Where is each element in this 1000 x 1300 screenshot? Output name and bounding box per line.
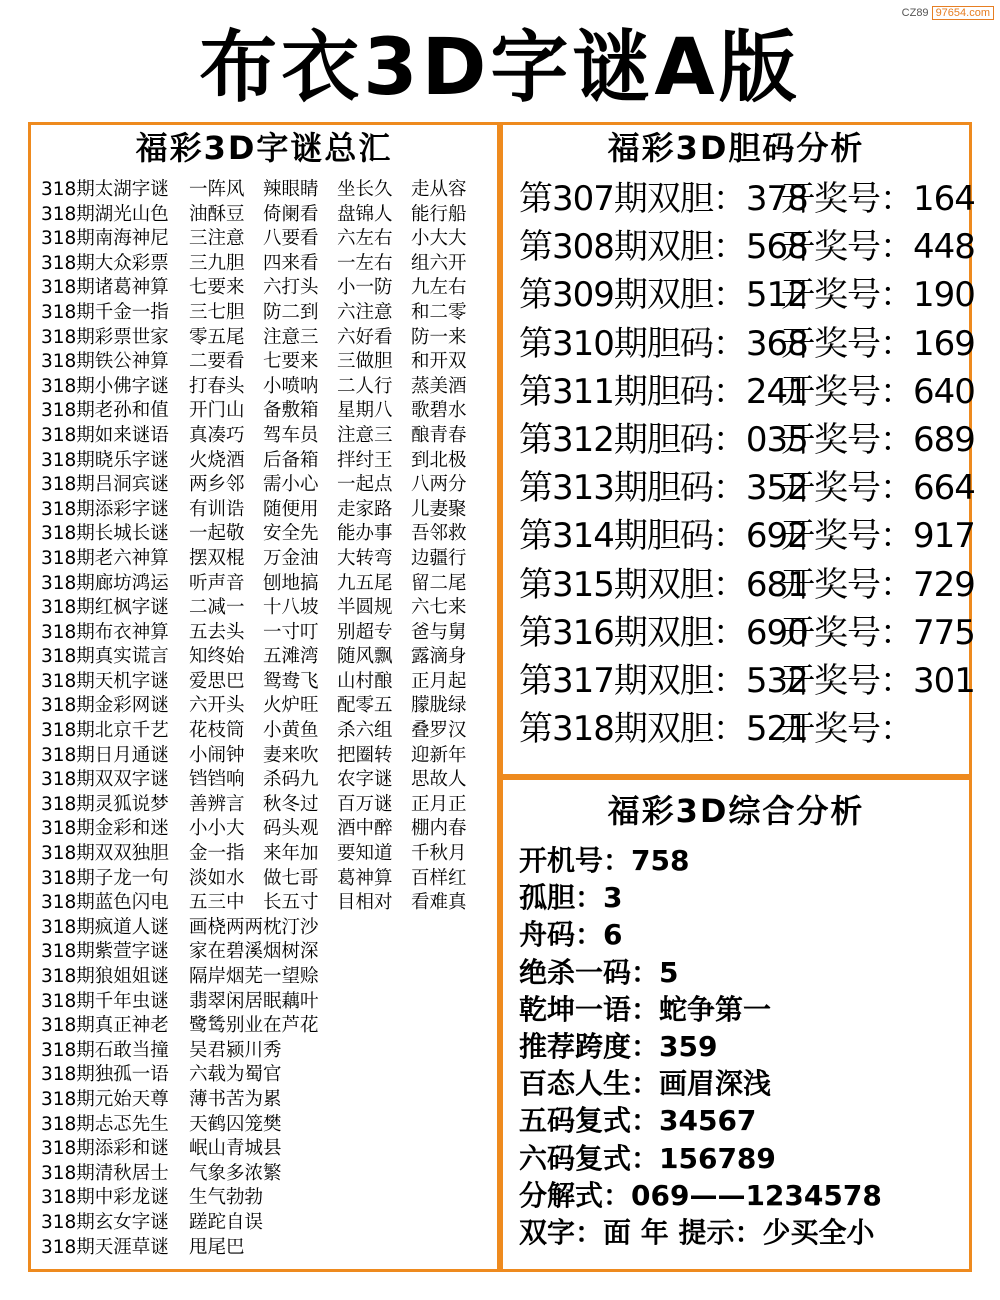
riddle-source: 318期吕洞宾谜: [41, 474, 169, 496]
riddle-phrase: 后备箱: [263, 449, 319, 471]
riddle-source: 318期老六神算: [41, 547, 169, 569]
riddle-row: [41, 399, 491, 424]
riddle-phrase: 注意三: [263, 326, 319, 348]
riddle-source: 318期忐忑先生: [41, 1113, 169, 1135]
riddle-phrase: 听声音: [189, 572, 245, 594]
riddle-phrase: 画桡两两枕汀沙: [189, 916, 319, 938]
dan-analysis-panel: [500, 122, 975, 777]
riddle-phrase: 五去头: [189, 621, 245, 643]
riddle-phrase: 备敷箱: [263, 400, 319, 422]
riddle-phrase: 小喷呐: [263, 375, 319, 397]
riddle-phrase: 杀码九: [263, 769, 319, 791]
dan-label: 第315期双胆：681: [519, 564, 808, 605]
riddle-row: [41, 350, 491, 375]
dan-row: [519, 368, 975, 416]
dan-analysis-heading: 福彩3D胆码分析: [607, 129, 865, 167]
riddle-phrase: 歌碧水: [411, 400, 467, 422]
riddle-phrase: 四来看: [263, 252, 319, 274]
riddle-summary-panel: [28, 122, 500, 1272]
riddle-source: 318期双双独胆: [41, 843, 169, 865]
riddle-phrase: 爱思巴: [189, 670, 245, 692]
riddle-phrase: 鹭鸶别业在芦花: [189, 1015, 319, 1037]
riddle-phrase: 八两分: [411, 474, 467, 496]
riddle-source: 318期布衣神算: [41, 621, 169, 643]
draw-result: 开奖号：729: [781, 564, 975, 605]
riddle-phrase: 要知道: [337, 843, 393, 865]
riddle-phrase: 坐长久: [337, 179, 393, 200]
riddle-row: [41, 1088, 491, 1113]
riddle-row: [41, 670, 491, 695]
riddle-source: 318期灵狐说梦: [41, 793, 169, 815]
riddle-phrase: 二减一: [189, 597, 245, 619]
draw-result: 开奖号：448: [781, 227, 975, 268]
riddle-source: 318期天涯草谜: [41, 1236, 169, 1258]
riddle-row: [41, 1014, 491, 1039]
riddle-row: [41, 276, 491, 301]
riddle-phrase: 十八坡: [263, 597, 319, 619]
riddle-phrase: 三九胆: [189, 252, 245, 274]
riddle-row: [41, 522, 491, 547]
riddle-phrase: 吾邻救: [411, 523, 467, 545]
riddle-phrase: 注意三: [337, 424, 393, 446]
draw-result: 开奖号：: [781, 709, 913, 750]
draw-result: 开奖号：190: [781, 275, 975, 316]
riddle-phrase: 生气勃勃: [189, 1187, 264, 1209]
riddle-phrase: 一阵风: [189, 179, 245, 200]
riddle-source: 318期大众彩票: [41, 252, 169, 274]
riddle-source: 318期玄女字谜: [41, 1211, 169, 1233]
riddle-phrase: 六七来: [411, 597, 467, 619]
riddle-source: 318期彩票世家: [41, 326, 169, 348]
riddle-phrase: 知终始: [189, 646, 245, 668]
riddle-row: [41, 842, 491, 867]
draw-result: 开奖号：640: [781, 371, 975, 412]
dan-row: [519, 561, 975, 609]
riddle-phrase: 零五尾: [189, 326, 245, 348]
riddle-phrase: 和开双: [411, 351, 467, 373]
riddle-phrase: 蒸美酒: [411, 375, 467, 397]
riddle-source: 318期紫萱字谜: [41, 941, 169, 963]
riddle-phrase: 淡如水: [189, 867, 245, 889]
dan-row: [519, 416, 975, 464]
riddle-row: [41, 1039, 491, 1064]
riddle-row: [41, 326, 491, 351]
riddle-phrase: 小小大: [189, 818, 245, 840]
riddle-phrase: 把圈转: [337, 744, 393, 766]
riddle-row: [41, 1162, 491, 1187]
riddle-phrase: 儿妻聚: [411, 498, 467, 520]
riddle-phrase: 露滴身: [411, 646, 467, 668]
comprehensive-analysis-heading: 福彩3D综合分析: [607, 792, 865, 830]
riddle-source: 318期蓝色闪电: [41, 892, 169, 914]
dan-row: [519, 175, 975, 223]
analysis-row: 六码复式：156789: [519, 1141, 776, 1175]
riddle-phrase: 铛铛响: [189, 769, 245, 791]
dan-label: 第312期胆码：035: [519, 419, 808, 460]
riddle-phrase: 八要看: [263, 228, 319, 250]
riddle-phrase: 六左右: [337, 228, 393, 250]
riddle-phrase: 五三中: [189, 892, 245, 914]
riddle-phrase: 万金油: [263, 547, 319, 569]
riddle-source: 318期铁公神算: [41, 351, 169, 373]
dan-row: [519, 609, 975, 657]
riddle-phrase: 六好看: [337, 326, 393, 348]
draw-result: 开奖号：169: [781, 323, 975, 364]
riddle-source: 318期金彩网谜: [41, 695, 169, 717]
riddle-row: [41, 498, 491, 523]
riddle-phrase: 一寸叮: [263, 621, 319, 643]
riddle-source: 318期千金一指: [41, 301, 169, 323]
riddle-phrase: 星期八: [337, 400, 393, 422]
riddle-phrase: 走家路: [337, 498, 393, 520]
riddle-source: 318期湖光山色: [41, 203, 169, 225]
riddle-phrase: 目相对: [337, 892, 393, 914]
riddle-row: [41, 473, 491, 498]
riddle-source: 318期天机字谜: [41, 670, 169, 692]
dan-label: 第310期胆码：368: [519, 323, 808, 364]
riddle-phrase: 到北极: [411, 449, 467, 471]
riddle-phrase: 能办事: [337, 523, 393, 545]
riddle-phrase: 拌纣王: [337, 449, 393, 471]
riddle-phrase: 打春头: [189, 375, 245, 397]
riddle-phrase: 正月起: [411, 670, 467, 692]
dan-label: 第318期双胆：521: [519, 709, 808, 750]
riddle-source: 318期诸葛神算: [41, 277, 169, 299]
riddle-row: [41, 744, 491, 769]
dan-row: [519, 271, 975, 319]
riddle-phrase: 长五寸: [263, 892, 319, 914]
riddle-phrase: 九五尾: [337, 572, 393, 594]
riddle-phrase: 杀六组: [337, 720, 393, 742]
riddle-phrase: 百万谜: [337, 793, 393, 815]
riddle-phrase: 开门山: [189, 400, 245, 422]
riddle-phrase: 朦胧绿: [411, 695, 467, 717]
riddle-phrase: 一起敬: [189, 523, 245, 545]
riddle-source: 318期狼姐姐谜: [41, 966, 169, 987]
riddle-row: [41, 596, 491, 621]
riddle-phrase: 妻来吹: [263, 744, 319, 766]
riddle-row: [41, 375, 491, 400]
dan-row: [519, 512, 975, 560]
riddle-phrase: 随便用: [263, 498, 319, 520]
riddle-phrase: 爸与舅: [411, 621, 467, 643]
riddle-source: 318期老孙和值: [41, 400, 169, 422]
riddle-phrase: 薄书苦为累: [189, 1088, 282, 1110]
riddle-phrase: 翡翠闲居眠藕叶: [189, 990, 319, 1012]
riddle-phrase: 二要看: [189, 351, 245, 373]
riddle-phrase: 倚阑看: [263, 203, 319, 225]
riddle-source: 318期南海神尼: [41, 228, 169, 250]
analysis-list: [519, 842, 963, 1251]
riddle-phrase: 一起点: [337, 474, 393, 496]
riddle-phrase: 五滩湾: [263, 646, 319, 668]
analysis-row: 乾坤一语：蛇争第一: [519, 992, 772, 1026]
riddle-phrase: 花枝筒: [189, 720, 245, 742]
draw-result: 开奖号：164: [781, 179, 975, 219]
riddle-row: [41, 252, 491, 277]
riddle-row: [41, 1113, 491, 1138]
comprehensive-analysis-panel: [500, 777, 972, 1272]
riddle-phrase: 火炉旺: [263, 695, 319, 717]
riddle-row: [41, 1137, 491, 1162]
dan-row: [519, 464, 975, 512]
riddle-row: [41, 424, 491, 449]
page-title: 布衣3D字谜A版: [199, 23, 801, 113]
riddle-phrase: 有训诰: [189, 498, 245, 520]
riddle-phrase: 两乡邻: [189, 474, 245, 496]
riddle-phrase: 六打头: [263, 277, 319, 299]
riddle-phrase: 鸳鸯飞: [263, 670, 319, 692]
riddle-phrase: 小闹钟: [189, 744, 245, 766]
riddle-phrase: 能行船: [411, 203, 467, 225]
analysis-row: 双字：面 年 提示：少买全小: [519, 1215, 875, 1249]
riddle-phrase: 和二零: [411, 301, 467, 323]
riddle-phrase: 组六开: [411, 252, 467, 274]
riddle-phrase: 配零五: [337, 695, 393, 717]
draw-result: 开奖号：664: [781, 468, 975, 509]
riddle-source: 318期晓乐字谜: [41, 449, 169, 471]
dan-label: 第308期双胆：568: [519, 227, 808, 268]
riddle-source: 318期独孤一语: [41, 1064, 169, 1086]
draw-result: 开奖号：775: [781, 612, 975, 653]
riddle-phrase: 半圆规: [337, 597, 393, 619]
riddle-source: 318期日月通谜: [41, 744, 169, 766]
riddle-phrase: 留二尾: [411, 572, 467, 594]
riddle-phrase: 三七胆: [189, 301, 245, 323]
riddle-phrase: 迎新年: [411, 744, 467, 766]
riddle-source: 318期石敢当撞: [41, 1039, 169, 1061]
riddle-row: [41, 1063, 491, 1088]
riddle-phrase: 火烧酒: [189, 449, 245, 471]
dan-label: 第316期双胆：690: [519, 612, 808, 653]
riddle-source: 318期清秋居士: [41, 1162, 169, 1184]
analysis-row: 分解式：069——1234578: [519, 1178, 882, 1212]
riddle-row: [41, 547, 491, 572]
riddle-row: [41, 572, 491, 597]
riddle-row: [41, 1211, 491, 1236]
riddle-source: 318期金彩和迷: [41, 818, 169, 840]
riddle-row: [41, 301, 491, 326]
riddle-phrase: 小黄鱼: [263, 720, 319, 742]
riddle-row: [41, 867, 491, 892]
riddle-summary-heading: 福彩3D字谜总汇: [135, 129, 393, 167]
riddle-phrase: 葛神算: [337, 867, 393, 889]
dan-label: 第313期胆码：352: [519, 468, 808, 509]
riddle-row: [41, 449, 491, 474]
riddle-row: [41, 891, 491, 916]
riddle-phrase: 酒中醉: [337, 818, 393, 840]
riddle-phrase: 三做胆: [337, 351, 393, 373]
riddle-phrase: 九左右: [411, 277, 467, 299]
analysis-row: 五码复式：34567: [519, 1104, 757, 1138]
analysis-row: 推荐跨度：359: [519, 1029, 718, 1063]
riddle-row: [41, 793, 491, 818]
analysis-row: 百态人生：画眉深浅: [519, 1067, 772, 1101]
dan-row: [519, 320, 975, 368]
riddle-phrase: 七要来: [189, 277, 245, 299]
riddle-phrase: 农字谜: [337, 769, 393, 791]
analysis-row: 孤胆：3: [519, 881, 623, 915]
riddle-phrase: 吴君颍川秀: [189, 1039, 282, 1061]
dan-label: 第314期胆码：692: [519, 516, 808, 557]
riddle-row: [41, 965, 491, 990]
riddle-row: [41, 916, 491, 941]
riddle-phrase: 摆双棍: [189, 547, 245, 569]
riddle-phrase: 三注意: [189, 228, 245, 250]
riddle-phrase: 六注意: [337, 301, 393, 323]
dan-label: 第307期双胆：378: [519, 179, 808, 219]
watermark-right: 97654.com: [932, 6, 994, 20]
riddle-phrase: 天鹤囚笼樊: [189, 1113, 282, 1135]
riddle-phrase: 隔岸烟芜一望赊: [189, 966, 319, 987]
riddle-source: 318期真实谎言: [41, 646, 169, 668]
riddle-phrase: 别超专: [337, 621, 393, 643]
riddle-phrase: 思故人: [411, 769, 467, 791]
dan-list: [519, 175, 975, 753]
draw-result: 开奖号：301: [781, 660, 975, 701]
riddle-phrase: 需小心: [263, 474, 319, 496]
riddle-phrase: 六载为蜀官: [189, 1064, 282, 1086]
riddle-phrase: 小大大: [411, 228, 467, 250]
riddle-phrase: 码头观: [263, 818, 319, 840]
riddle-phrase: 岷山青城县: [189, 1138, 282, 1160]
riddle-source: 318期中彩龙谜: [41, 1187, 169, 1209]
dan-row: [519, 657, 975, 705]
analysis-row: 舟码：6: [519, 918, 623, 952]
riddle-row: [41, 694, 491, 719]
riddle-phrase: 刨地搞: [263, 572, 319, 594]
riddle-row: [41, 227, 491, 252]
riddle-phrase: 正月正: [411, 793, 467, 815]
riddle-row: [41, 1236, 491, 1261]
riddle-phrase: 来年加: [263, 843, 319, 865]
riddle-source: 318期疯道人谜: [41, 916, 169, 938]
riddle-phrase: 辣眼睛: [263, 179, 319, 200]
riddle-row: [41, 768, 491, 793]
riddle-row: [41, 621, 491, 646]
riddle-phrase: 真凑巧: [189, 424, 245, 446]
riddle-source: 318期双双字谜: [41, 769, 169, 791]
riddle-source: 318期长城长谜: [41, 523, 169, 545]
riddle-row: [41, 990, 491, 1015]
riddle-phrase: 叠罗汉: [411, 720, 467, 742]
riddle-phrase: 做七哥: [263, 867, 319, 889]
riddle-source: 318期廊坊鸿运: [41, 572, 169, 594]
riddle-phrase: 看难真: [411, 892, 467, 914]
riddle-phrase: 大转弯: [337, 547, 393, 569]
riddle-row: [41, 203, 491, 228]
riddle-phrase: 千秋月: [411, 843, 467, 865]
riddle-phrase: 边疆行: [411, 547, 467, 569]
riddle-phrase: 盘锦人: [337, 203, 393, 225]
riddle-row: [41, 719, 491, 744]
riddle-list: [41, 178, 491, 1260]
riddle-phrase: 油酥豆: [189, 203, 245, 225]
riddle-phrase: 善辨言: [189, 793, 245, 815]
draw-result: 开奖号：689: [781, 419, 975, 460]
riddle-phrase: 七要来: [263, 351, 319, 373]
riddle-phrase: 防一来: [411, 326, 467, 348]
riddle-row: [41, 178, 491, 203]
riddle-phrase: 蹉跎自误: [189, 1211, 264, 1233]
riddle-phrase: 金一指: [189, 843, 245, 865]
watermark-left: CZ89: [901, 7, 929, 19]
riddle-source: 318期太湖字谜: [41, 179, 169, 200]
riddle-phrase: 气象多浓繁: [189, 1162, 282, 1184]
dan-label: 第309期双胆：512: [519, 275, 808, 316]
draw-result: 开奖号：917: [781, 516, 975, 557]
riddle-source: 318期子龙一句: [41, 867, 169, 889]
dan-row: [519, 705, 963, 753]
riddle-phrase: 二人行: [337, 375, 393, 397]
riddle-row: [41, 817, 491, 842]
riddle-phrase: 秋冬过: [263, 793, 319, 815]
riddle-phrase: 安全先: [263, 523, 319, 545]
analysis-row: 开机号：758: [519, 844, 690, 877]
riddle-row: [41, 1186, 491, 1211]
dan-row: [519, 223, 975, 271]
riddle-phrase: 家在碧溪烟树深: [189, 941, 319, 963]
riddle-phrase: 驾车员: [263, 424, 319, 446]
riddle-source: 318期小佛字谜: [41, 375, 169, 397]
riddle-source: 318期如来谜语: [41, 424, 169, 446]
riddle-phrase: 酿青春: [411, 424, 467, 446]
riddle-phrase: 棚内春: [411, 818, 467, 840]
riddle-phrase: 一左右: [337, 252, 393, 274]
riddle-source: 318期添彩字谜: [41, 498, 169, 520]
riddle-source: 318期北京千艺: [41, 720, 169, 742]
riddle-row: [41, 645, 491, 670]
riddle-source: 318期红枫字谜: [41, 597, 169, 619]
riddle-source: 318期真正神老: [41, 1015, 169, 1037]
dan-label: 第311期胆码：241: [519, 371, 808, 412]
riddle-phrase: 六开头: [189, 695, 245, 717]
dan-label: 第317期双胆：532: [519, 660, 808, 701]
riddle-phrase: 随风飘: [337, 646, 393, 668]
riddle-phrase: 小一防: [337, 277, 393, 299]
analysis-row: 绝杀一码：5: [519, 955, 679, 989]
riddle-phrase: 防二到: [263, 301, 319, 323]
riddle-source: 318期千年虫谜: [41, 990, 169, 1012]
riddle-phrase: 百样红: [411, 867, 467, 889]
riddle-source: 318期添彩和谜: [41, 1138, 169, 1160]
riddle-source: 318期元始天尊: [41, 1088, 169, 1110]
riddle-phrase: 走从容: [411, 179, 467, 200]
riddle-phrase: 甩尾巴: [189, 1236, 245, 1258]
riddle-phrase: 山村酿: [337, 670, 393, 692]
riddle-row: [41, 940, 491, 965]
